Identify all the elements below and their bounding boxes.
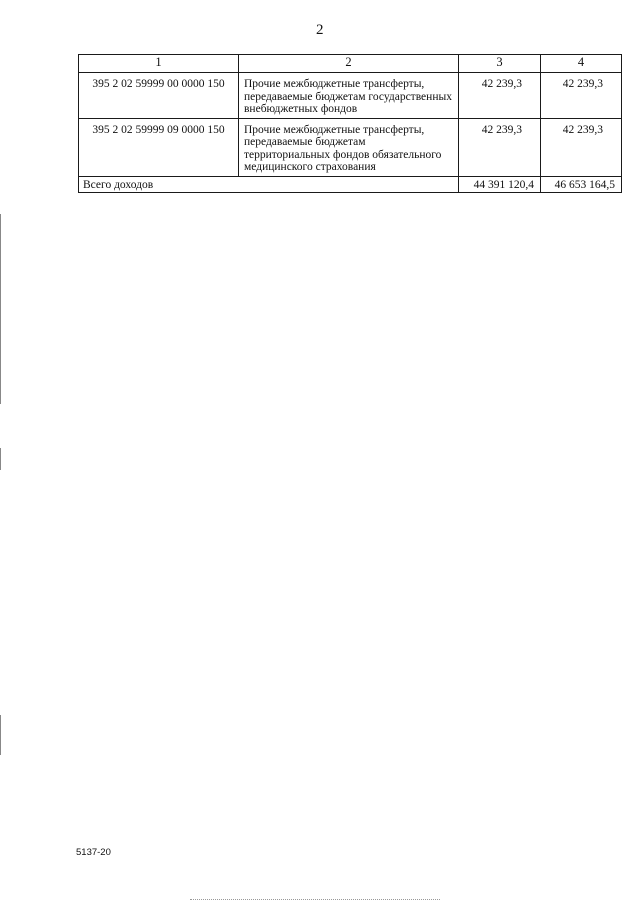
table-header-row [79, 55, 622, 73]
scan-bottom-mark [190, 899, 440, 900]
amount-col3-cell: 42 239,3 [459, 118, 541, 176]
column-header-3: 3 [459, 55, 541, 73]
amount-col4-cell: 42 239,3 [541, 73, 622, 119]
scan-edge-mark [0, 715, 1, 755]
column-header-2: 2 [239, 55, 459, 73]
page-number: 2 [316, 22, 324, 38]
income-name-cell: Прочие межбюджетные трансферты, передаваемые бюджетам государственных внебюджетных фондов [239, 73, 459, 119]
total-col4-cell: 46 653 164,5 [541, 176, 622, 193]
column-header-1: 1 [79, 55, 239, 73]
income-name-cell: Прочие межбюджетные трансферты, передаваемые бюджетам территориальных фондов обязательного медицинского страхования [239, 118, 459, 176]
total-label: Всего доходов [79, 176, 459, 193]
column-header-4: 4 [541, 55, 622, 73]
amount-col4-cell: 42 239,3 [541, 118, 622, 176]
income-table [78, 54, 622, 193]
budget-code-cell: 395 2 02 59999 00 0000 150 [79, 73, 239, 119]
document-code: 5137-20 [76, 847, 111, 858]
budget-code-cell: 395 2 02 59999 09 0000 150 [79, 118, 239, 176]
amount-col3-cell: 42 239,3 [459, 73, 541, 119]
total-row [79, 176, 622, 193]
total-col3-cell: 44 391 120,4 [459, 176, 541, 193]
table-row [79, 73, 622, 119]
scan-edge-mark [0, 448, 1, 470]
table-row [79, 118, 622, 176]
scan-edge-mark [0, 214, 1, 404]
